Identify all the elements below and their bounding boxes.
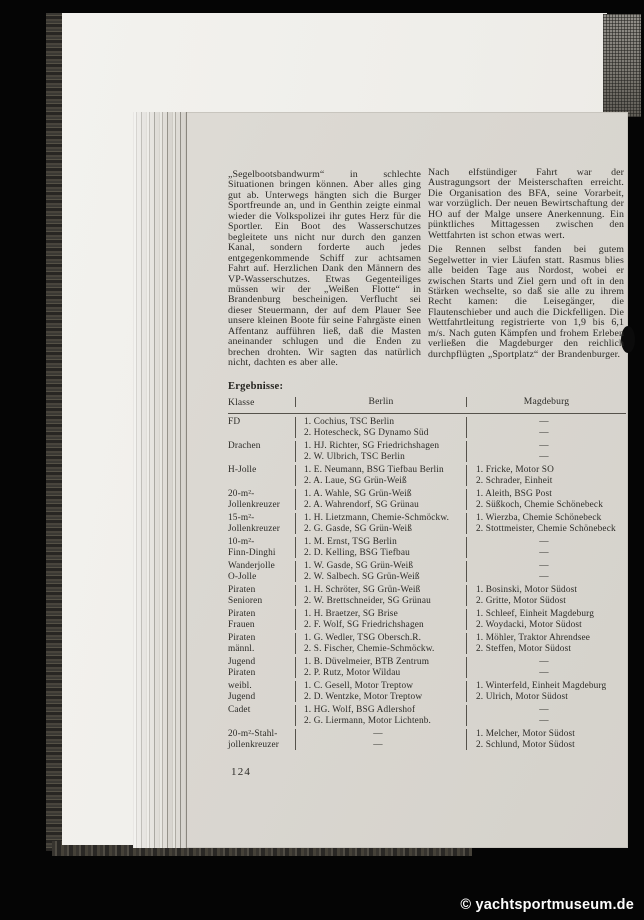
cell-line: Piraten	[228, 609, 256, 620]
cell-line: Drachen	[228, 441, 261, 452]
cell-line: 1. Fricke, Motor SO	[476, 465, 554, 476]
table-row	[228, 606, 626, 630]
cell-line: —	[539, 715, 549, 726]
cell-klasse	[228, 729, 295, 750]
cell-line: 2. D. Wentzke, Motor Treptow	[304, 691, 423, 702]
cell-line: H-Jolle	[228, 465, 257, 476]
results-table	[228, 397, 626, 750]
cell-line: 15-m²-	[228, 513, 255, 524]
column-header-magdeburg: Magdeburg	[466, 397, 626, 407]
cell-line: Senioren	[228, 595, 263, 606]
cell-klasse	[228, 513, 295, 534]
cell-line: 1. H. Braetzer, SG Brise	[304, 609, 398, 620]
cell-line: Jollenkreuzer	[228, 523, 281, 534]
cell-line: 2. Süßkoch, Chemie Schönebeck	[476, 499, 603, 510]
cell-berlin	[295, 657, 466, 678]
cell-line: 10-m²-	[228, 537, 255, 548]
cell-line: Jugend	[228, 691, 256, 702]
cell-line: 2. Stottmeister, Chemie Schönebeck	[476, 523, 616, 534]
cell-berlin	[295, 729, 466, 750]
cell-line: 1. HJ. Richter, SG Friedrichshagen	[304, 441, 440, 452]
results-heading: Ergebnisse:	[228, 381, 284, 392]
cell-line: 1. B. Düvelmeier, BTB Zentrum	[304, 657, 430, 668]
table-row	[228, 630, 626, 654]
cell-line: —	[539, 427, 549, 438]
cell-line: Piraten	[228, 667, 256, 678]
cell-line: 20-m²-	[228, 489, 255, 500]
cell-line: —	[539, 561, 549, 572]
cell-magdeburg	[466, 441, 626, 462]
cell-line: 2. W. Salbech. SG Grün-Weiß	[304, 571, 420, 582]
cell-magdeburg	[466, 585, 626, 606]
cell-line: —	[539, 417, 549, 428]
cell-line: Frauen	[228, 619, 255, 630]
cell-line: Jugend	[228, 657, 256, 668]
cell-line: 1. C. Gesell, Motor Treptow	[304, 681, 414, 692]
cell-klasse	[228, 489, 295, 510]
cell-line: 1. Wierzba, Chemie Schönebeck	[476, 513, 602, 524]
cell-line: —	[539, 667, 549, 678]
cell-line: jollenkreuzer	[228, 739, 279, 750]
cell-klasse	[228, 609, 295, 630]
cell-line: —	[539, 547, 549, 558]
cell-line: Piraten	[228, 633, 256, 644]
cell-line: 2. Ulrich, Motor Südost	[476, 691, 569, 702]
cell-line: 1. W. Gasde, SG Grün-Weiß	[304, 561, 414, 572]
cell-line: Piraten	[228, 585, 256, 596]
table-row	[228, 462, 626, 486]
cell-berlin	[295, 633, 466, 654]
cell-klasse	[228, 417, 295, 427]
cell-magdeburg	[466, 417, 626, 438]
cell-line: 2. Woydacki, Motor Südost	[476, 619, 582, 630]
book-cover-cloth	[603, 14, 641, 117]
cell-line: 1. H. Lietzmann, Chemie-Schmöckw.	[304, 513, 450, 524]
cell-line: 2. A. Laue, SG Grün-Weiß	[304, 475, 407, 486]
cell-magdeburg	[466, 681, 626, 702]
table-row	[228, 558, 626, 582]
cell-line: Jollenkreuzer	[228, 499, 281, 510]
page-stack-edges	[133, 112, 187, 848]
cell-berlin	[295, 609, 466, 630]
cell-line: 2. G. Liermann, Motor Lichtenb.	[304, 715, 432, 726]
paragraph: Die Rennen selbst fanden bei gutem Segelwetter in vier Läufen statt. Rasmus blies alle beiden Tage aus Nordost, wobei er zwischen Starts und Ziel gern und oft in den Stärken wechselte, so daß sie alle zu ihrem Recht kamen: die Leisegänger, die Flautenschieber und auch die Dickfelligen. Die Wettfahrtleitung registrierte von 1,9 bis 6,1 m/s. Nach guten Kämpfen und frohem Erleben verließen die Magdeburger den reichlich durchpflügten „Sportplatz“ der Brandenburger.	[428, 244, 624, 360]
cell-line: Cadet	[228, 705, 251, 716]
cell-berlin	[295, 705, 466, 726]
paragraph: Nach elfstündiger Fahrt war der Austragungsort der Meisterschaften erreicht. Die Organisation des BFA, seine Vorarbeit, war vorzüglich. Der neuen Bewirtschaftung der HO auf der Malge unsere Anerkennung. Ein pünktliches Mittagessen zwischen den Wettfahrten ist schon etwas wert.	[428, 167, 624, 241]
cell-berlin	[295, 417, 466, 438]
table-row	[228, 534, 626, 558]
cell-berlin	[295, 441, 466, 462]
column-header-klasse: Klasse	[228, 397, 255, 408]
cell-magdeburg	[466, 513, 626, 534]
cell-line: 2. W. Brettschneider, SG Grünau	[304, 595, 431, 606]
cell-line: —	[539, 441, 549, 452]
cell-line: Finn-Dinghi	[228, 547, 276, 558]
cell-line: 2. F. Wolf, SG Friedrichshagen	[304, 619, 424, 630]
cell-klasse	[228, 441, 295, 451]
cell-magdeburg	[466, 705, 626, 726]
table-row	[228, 414, 626, 438]
cell-line: 2. P. Rutz, Motor Wildau	[304, 667, 401, 678]
cell-line: 2. A. Wahrendorf, SG Grünau	[304, 499, 419, 510]
table-row	[228, 438, 626, 462]
table-row	[228, 702, 626, 726]
cell-line: männl.	[228, 643, 255, 654]
cell-line: 1. Möhler, Traktor Ahrendsee	[476, 633, 591, 644]
cell-klasse	[228, 537, 295, 558]
cell-line: weibl.	[228, 681, 252, 692]
results-table-header	[228, 397, 626, 414]
cell-line: Wanderjolle	[228, 561, 275, 572]
cell-berlin	[295, 489, 466, 510]
cell-klasse	[228, 561, 295, 582]
cell-line: 2. D. Kelling, BSG Tiefbau	[304, 547, 410, 558]
cell-line: 2. Schlund, Motor Südost	[476, 739, 575, 750]
cell-line: 1. Melcher, Motor Südost	[476, 729, 576, 740]
watermark: © yachtsportmuseum.de	[460, 897, 634, 913]
cell-magdeburg	[466, 537, 626, 558]
cell-line: —	[539, 537, 549, 548]
cell-line: 1. G. Wedler, TSG Obersch.R.	[304, 633, 422, 644]
cell-magdeburg	[466, 657, 626, 678]
cell-klasse	[228, 705, 295, 715]
cell-line: FD	[228, 417, 241, 428]
cell-line: —	[539, 571, 549, 582]
cell-line: 1. A. Wahle, SG Grün-Weiß	[304, 489, 412, 500]
cell-magdeburg	[466, 633, 626, 654]
table-row	[228, 678, 626, 702]
cell-magdeburg	[466, 729, 626, 750]
cell-line: 1. Bosinski, Motor Südost	[476, 585, 578, 596]
table-row	[228, 654, 626, 678]
cell-magdeburg	[466, 609, 626, 630]
cell-line: —	[539, 705, 549, 716]
cell-line: 2. G. Gasde, SG Grün-Weiß	[304, 523, 413, 534]
cell-line: 1. Aleith, BSG Post	[476, 489, 552, 500]
table-row	[228, 486, 626, 510]
cell-line: 2. Hotescheck, SG Dynamo Süd	[304, 427, 429, 438]
table-row	[228, 726, 626, 750]
cell-magdeburg	[466, 489, 626, 510]
table-row	[228, 510, 626, 534]
article-right-column	[428, 168, 624, 364]
cell-berlin	[295, 585, 466, 606]
cell-klasse	[228, 657, 295, 678]
cell-line: —	[539, 451, 549, 462]
cell-line: 2. Gritte, Motor Südost	[476, 595, 566, 606]
cell-berlin	[295, 465, 466, 486]
cell-line: 2. W. Ulbrich, TSC Berlin	[304, 451, 405, 462]
cell-magdeburg	[466, 561, 626, 582]
page-number: 124	[231, 766, 252, 778]
cell-line: —	[373, 729, 383, 740]
cell-berlin	[295, 513, 466, 534]
cell-klasse	[228, 681, 295, 702]
cell-line: 2. S. Fischer, Chemie-Schmöckw.	[304, 643, 435, 654]
cell-line: —	[539, 657, 549, 668]
cell-berlin	[295, 561, 466, 582]
paragraph: „Segelbootsbandwurm“ in schlechte Situationen bringen können. Aber alles ging gut ab. Unterwegs hängten sich die Burger Sportfreunde an, und in Genthin zeigte einmal wieder die Volkspolizei ihr gutes Herz für die Sportler. Ein Boot des Wasserschutzes begleitete uns nicht nur durch den ganzen Kanal, sondern forderte auch jedes entgegenkommende Schiff zur achtsamen Fahrt auf. Herzlichen Dank den Männern des VP-Wasserschutzes. Etwas Gegenteiliges müssen wir der „Weißen Flotte“ in Brandenburg bescheinigen. Verflucht sei dieser Steuermann, der auf dem Plauer See unsere kleinen Boote für seine Fahrgäste einen Affentanz aufführen ließ, daß die Masten aneinander schlugen und die Enden zu brechen drohten. Wir sagten das natürlich nicht, dachten es aber alle.	[228, 169, 421, 369]
cell-line: —	[373, 739, 383, 750]
cell-line: 1. Cochius, TSC Berlin	[304, 417, 395, 428]
cell-line: O-Jolle	[228, 571, 257, 582]
cell-klasse	[228, 633, 295, 654]
cell-line: 1. H. Schröter, SG Grün-Weiß	[304, 585, 421, 596]
cell-berlin	[295, 537, 466, 558]
cell-line: 1. M. Ernst, TSG Berlin	[304, 537, 397, 548]
column-header-berlin: Berlin	[295, 397, 466, 407]
article-left-column	[228, 170, 421, 373]
cell-line: 20-m²-Stahl-	[228, 729, 278, 740]
cell-line: 1. Winterfeld, Einheit Magdeburg	[476, 681, 607, 692]
cell-line: 2. Schrader, Einheit	[476, 475, 553, 486]
table-row	[228, 582, 626, 606]
cell-line: 1. E. Neumann, BSG Tiefbau Berlin	[304, 465, 444, 476]
cell-line: 2. Steffen, Motor Südost	[476, 643, 572, 654]
cell-klasse	[228, 585, 295, 606]
cell-line: 1. Schleef, Einheit Magdeburg	[476, 609, 595, 620]
results-table-body	[228, 414, 626, 750]
cell-magdeburg	[466, 465, 626, 486]
cell-berlin	[295, 681, 466, 702]
cell-klasse	[228, 465, 295, 475]
cell-line: 1. HG. Wolf, BSG Adlershof	[304, 705, 416, 716]
